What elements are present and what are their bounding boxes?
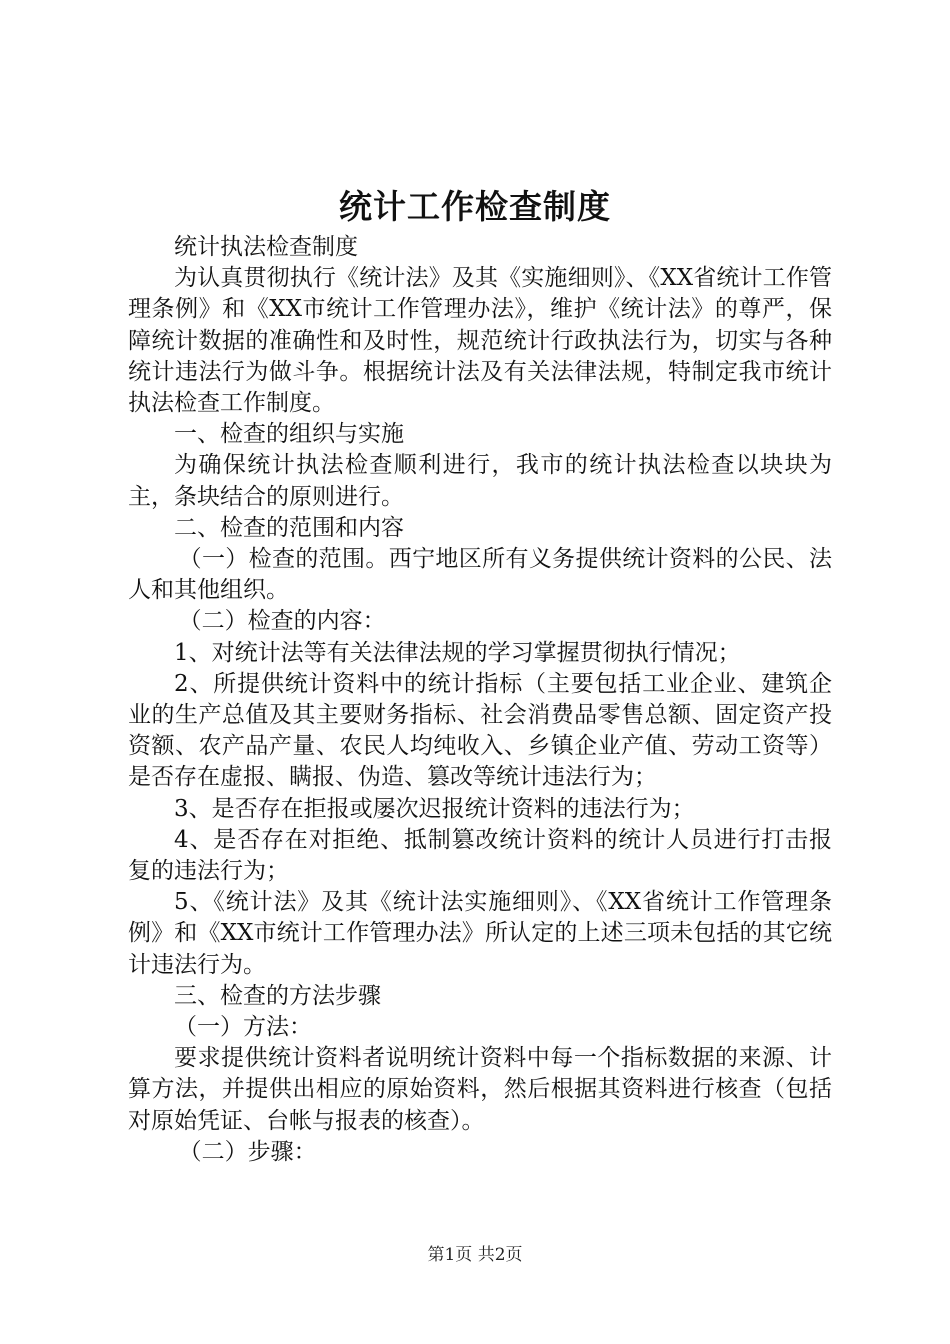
list-item-3: 3、是否存在拒报或屡次迟报统计资料的违法行为； [174,795,695,822]
page-footer: 第1页 共2页 [427,1245,523,1265]
section-heading-3: 三、检查的方法步骤 [174,982,381,1009]
paragraph-intro: 为认真贯彻执行《统计法》及其《实施细则》、《XX省统计工作管理条例》和《XX市统计工作管理办法》，维护《统计法》的尊严，保障统计数据的准确性和及时性，规范统计行政执法行为，切实与各种统计违法行为做斗争。根据统计法及有关法律法规，特制定我市统计执法检查工作制度。 [128,265,832,417]
paragraph-organization: 为确保统计执法检查顺利进行，我市的统计执法检查以块块为主，条块结合的原则进行。 [128,452,832,510]
section-heading-2: 二、检查的范围和内容 [174,514,404,541]
paragraph-subtitle: 统计执法检查制度 [174,234,358,260]
subheading-content: （二）检查的内容： [178,608,386,635]
document-title: 统计工作检查制度 [339,187,611,226]
list-item-4: 4、是否存在对拒绝、抵制篡改统计资料的统计人员进行打击报复的违法行为； [128,826,832,885]
list-item-5: 5、《统计法》及其《统计法实施细则》、《XX省统计工作管理条例》和《XX市统计工作管理办法》所认定的上述三项未包括的其它统计违法行为。 [128,889,832,978]
list-item-1: 1、对统计法等有关法律法规的学习掌握贯彻执行情况； [174,639,741,666]
subheading-steps: （二）步骤： [178,1138,317,1165]
list-item-2: 2、所提供统计资料中的统计指标（主要包括工业企业、建筑企业的生产总值及其主要财务指标、社会消费品零售总额、固定资产投资额、农产品产量、农民人均纯收入、乡镇企业产值、劳动工资等）是否存在虚报、瞒报、伪造、篡改等统计违法行为； [128,670,832,791]
document-body [128,232,832,1168]
section-heading-1: 一、检查的组织与实施 [174,421,404,448]
paragraph-method: 要求提供统计资料者说明统计资料中每一个指标数据的来源、计算方法，并提供出相应的原始资料，然后根据其资料进行核查（包括对原始凭证、台帐与报表的核查）。 [128,1045,832,1134]
subheading-method: （一）方法： [174,1014,312,1041]
paragraph-scope: （一）检查的范围。西宁地区所有义务提供统计资料的公民、法人和其他组织。 [128,546,832,604]
